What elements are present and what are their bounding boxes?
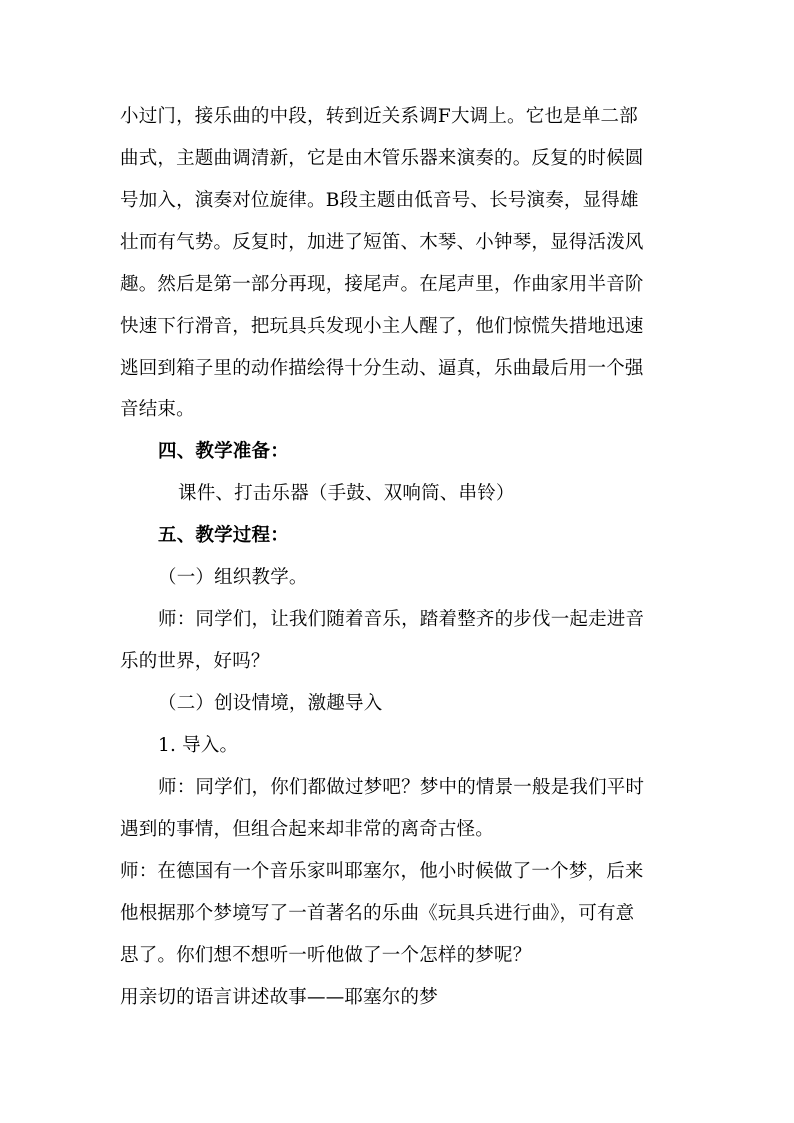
teacher-line-3c: 思了。你们想不想听一听他做了一个怎样的梦呢？: [120, 945, 532, 966]
section-heading-preparation: 四、教学准备：: [158, 441, 289, 462]
step-create-scenario: （二）创设情境，激趣导入: [158, 693, 383, 714]
analysis-line-8: 音结束。: [120, 399, 195, 420]
analysis-line-5: 趣。然后是第一部分再现，接尾声。在尾声里，作曲家用半音阶: [120, 274, 644, 295]
item-introduction: 1. 导入。: [158, 735, 239, 756]
analysis-line-3: 号加入，演奏对位旋律。B段主题由低音号、长号演奏，显得雄: [120, 190, 639, 211]
analysis-line-6: 快速下行滑音，把玩具兵发现小主人醒了，他们惊慌失措地迅速: [120, 316, 644, 337]
teacher-line-3b: 他根据那个梦境写了一首著名的乐曲《玩具兵进行曲》，可有意: [120, 903, 635, 924]
analysis-line-1: 小过门，接乐曲的中段，转到近关系调F大调上。它也是单二部: [120, 106, 638, 127]
teacher-line-2a: 师：同学们，你们都做过梦吧？梦中的情景一般是我们平时: [158, 777, 645, 798]
story-instruction: 用亲切的语言讲述故事——耶塞尔的梦: [120, 987, 438, 1008]
analysis-line-4: 壮而有气势。反复时，加进了短笛、木琴、小钟琴，显得活泼风: [120, 232, 644, 253]
teacher-line-3a: 师：在德国有一个音乐家叫耶塞尔，他小时候做了一个梦，后来: [120, 861, 644, 882]
analysis-line-2: 曲式，主题曲调清新，它是由木管乐器来演奏的。反复的时候圆: [120, 148, 644, 169]
teacher-line-1a: 师：同学们，让我们随着音乐，踏着整齐的步伐一起走进音: [158, 609, 645, 630]
section-heading-process: 五、教学过程：: [158, 525, 289, 546]
teacher-line-2b: 遇到的事情，但组合起来却非常的离奇古怪。: [120, 819, 495, 840]
analysis-line-7: 逃回到箱子里的动作描绘得十分生动、逼真，乐曲最后用一个强: [120, 358, 644, 379]
preparation-materials: 课件、打击乐器（手鼓、双响筒、串铃）: [178, 483, 515, 504]
step-organize-teaching: （一）组织教学。: [158, 567, 308, 588]
teacher-line-1b: 乐的世界，好吗？: [120, 651, 270, 672]
